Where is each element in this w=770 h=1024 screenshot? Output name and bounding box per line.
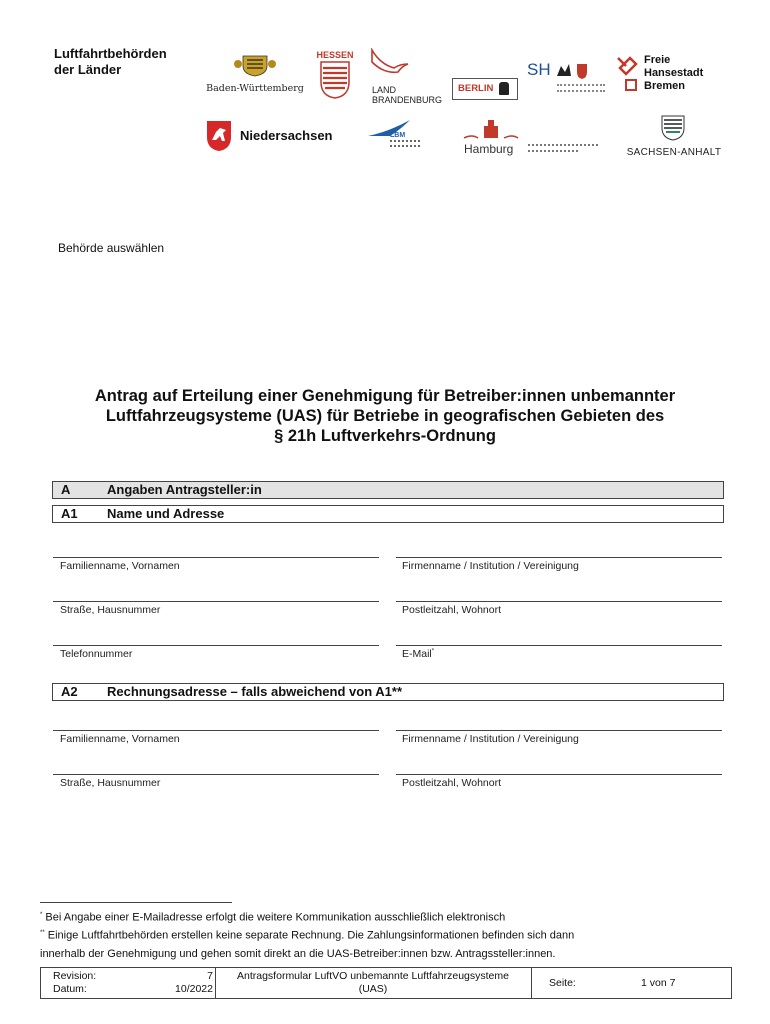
a1-company-label: Firmenname / Institution / Vereinigung (402, 560, 579, 572)
footnote-1: * Bei Angabe einer E-Mailadresse erfolgt die weitere Kommunikation ausschließlich elektronisch (40, 911, 506, 924)
a1-name-label: Familienname, Vornamen (60, 560, 180, 572)
logo-schleswig-holstein: SH (527, 60, 607, 100)
logo-berlin: BERLIN (452, 78, 518, 100)
berlin-bear-icon (499, 82, 509, 95)
a1-email-label: E-Mail* (402, 648, 435, 660)
logo-bremen: Freie Hansestadt Bremen (614, 54, 724, 98)
bremen-key-icon (614, 54, 640, 94)
a2-name-label: Familienname, Vornamen (60, 733, 180, 745)
hessen-lion-icon (315, 60, 355, 100)
section-a2-header: A2 Rechnungsadresse – falls abweichend von A1** (52, 683, 724, 701)
a2-name-input[interactable] (53, 730, 379, 731)
logo-hamburg: Hamburg (462, 120, 602, 158)
footer-table: Revision: Datum: 7 10/2022 Antragsformular LuftVO unbemannte Luftfahrzeugsysteme (UAS) Seite: 1 von 7 (40, 967, 732, 999)
footnote-2: ** Einige Luftfahrtbehörden erstellen keine separate Rechnung. Die Zahlungsinformationen befinden sich dann innerhalb der Genehmigung und gehen somit direkt an die UAS-Betreiber:innen bzw. Antragssteller:innen. (40, 929, 575, 960)
a1-phone-input[interactable] (53, 645, 379, 646)
logo-baden-wuerttemberg: Baden-Württemberg (203, 52, 307, 92)
hamburg-castle-icon (462, 120, 520, 140)
footnote-divider (40, 902, 232, 903)
a1-email-input[interactable] (396, 645, 722, 646)
a1-street-input[interactable] (53, 601, 379, 602)
brandenburg-eagle-icon (360, 48, 420, 80)
niedersachsen-horse-icon (206, 120, 232, 152)
a1-company-input[interactable] (396, 557, 722, 558)
a1-zip-input[interactable] (396, 601, 722, 602)
a2-street-input[interactable] (53, 774, 379, 775)
logo-lbm: LBM (366, 118, 436, 154)
a1-phone-label: Telefonnummer (60, 648, 133, 660)
authority-select[interactable]: Behörde auswählen (58, 241, 165, 255)
logo-brandenburg: LAND BRANDENBURG (360, 48, 432, 100)
a1-zip-label: Postleitzahl, Wohnort (402, 604, 502, 616)
a1-name-input[interactable] (53, 557, 379, 558)
a2-company-input[interactable] (396, 730, 722, 731)
sachsen-anhalt-coat-icon (624, 114, 724, 142)
a2-zip-input[interactable] (396, 774, 722, 775)
page-title: Antrag auf Erteilung einer Genehmigung für Betreiber:innen unbemannter Luftfahrzeugsysteme (UAS) für Betriebe in geografischen Gebieten des § 21h Luftverkehrs-Ordnung (94, 387, 676, 445)
section-a-header: A Angaben Antragsteller:in (52, 481, 724, 499)
a1-street-label: Straße, Hausnummer (60, 604, 161, 616)
bw-coat-of-arms-icon (203, 52, 307, 78)
header-title: Luftfahrtbehörden der Länder (54, 46, 167, 77)
logo-niedersachsen: Niedersachsen (206, 120, 346, 152)
logo-sachsen-anhalt: SACHSEN-ANHALT (624, 114, 724, 160)
section-a1-header: A1 Name und Adresse (52, 505, 724, 523)
a2-street-label: Straße, Hausnummer (60, 777, 161, 789)
sh-lions-icon (555, 62, 599, 80)
a2-zip-label: Postleitzahl, Wohnort (402, 777, 502, 789)
logo-hessen: HESSEN (315, 50, 355, 100)
a2-company-label: Firmenname / Institution / Vereinigung (402, 733, 579, 745)
